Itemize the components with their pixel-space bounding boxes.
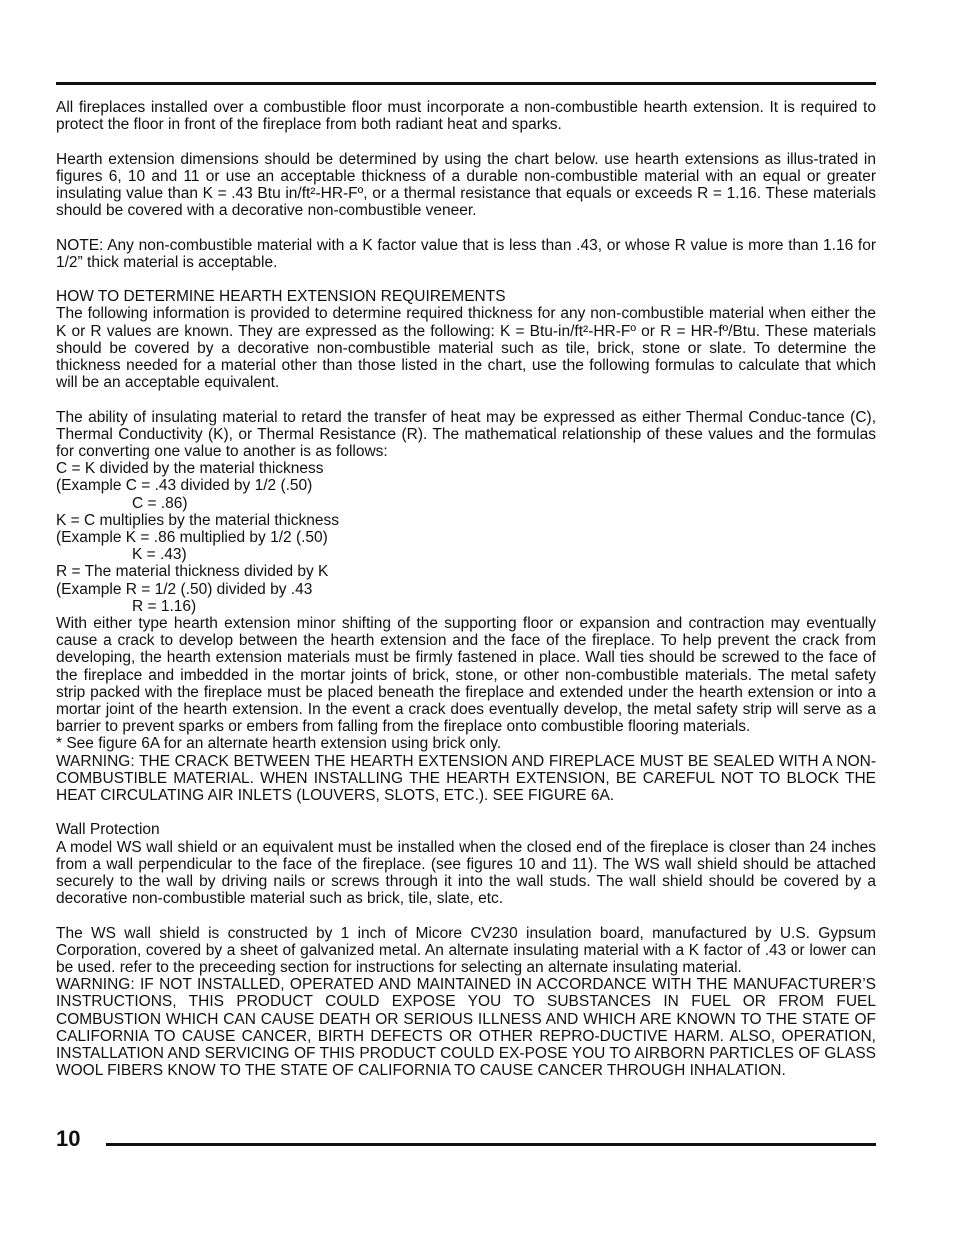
figure-note: * See figure 6A for an alternate hearth extension using brick only. — [56, 735, 502, 753]
warning-california: WARNING: IF NOT INSTALLED, OPERATED AND MAINTAINED IN ACCORDANCE WITH THE MANUFACTURER’S INSTRUCTIONS, THIS PRODUCT COULD EXPOSE YOU TO SUBSTANCES IN FUEL OR FROM FUEL COMBUSTION WHICH CAN CAUSE DEATH OR SERIOUS ILLNESS AND WHICH ARE KNOWN TO THE STATE OF CALIFORNIA TO CAUSE CANCER, BIRTH DEFECTS OR OTHER REPRO-DUCTIVE HARM. ALSO, OPERATION, INSTALLATION AND SERVICING OF THIS PRODUCT COULD EX-POSE YOU TO AIRBORN PARTICLES OF GLASS WOOL FIBERS KNOW TO THE STATE OF CALIFORNIA TO CAUSE CANCER THROUGH INHALATION. — [56, 976, 876, 1080]
formula-r: R = The material thickness divided by K — [56, 563, 329, 581]
warning-crack: WARNING: THE CRACK BETWEEN THE HEARTH EXTENSION AND FIREPLACE MUST BE SEALED WITH A NON-COMBUSTIBLE MATERIAL. WHEN INSTALLING THE HEARTH EXTENSION, BE CAREFUL NOT TO BLOCK THE HEAT CIRCULATING AIR INLETS (LOUVERS, SLOTS, ETC.). SEE FIGURE 6A. — [56, 752, 876, 805]
wall-shield-construction-paragraph: The WS wall shield is constructed by 1 inch of Micore CV230 insulation board, manufactured by U.S. Gypsum Corporation, covered by a sheet of galvanized metal. An alternate insulating material with a K factor of .43 or lower can be used. refer to the preceeding section for instructions for selecting an alternate insulating material. — [56, 924, 876, 977]
crack-prevention-paragraph: With either type hearth extension minor shifting of the supporting floor or expansion and contraction may eventually cause a crack to develop between the hearth extension and the face of the fireplace. To help prevent the crack from developing, the hearth extension materials must be firmly fastened in place. Wall ties should be screwed to the face of the fireplace and imbedded in the mortar joints of brick, stone, or other non-combustible materials. The metal safety strip packed with the fireplace must be placed beneath the fireplace and extended under the hearth extension or into a mortar joint of the hearth extension. In the event a crack does eventually develop, the metal safety strip will serve as a barrier to prevent sparks or embers from falling from the fireplace onto combustible flooring materials. — [56, 615, 876, 736]
intro-paragraph: All fireplaces installed over a combustible floor must incorporate a non-combustible hearth extension. It is required to protect the floor in front of the fireplace from both radiant heat and sparks. — [56, 99, 876, 134]
hearth-dimensions-paragraph: Hearth extension dimensions should be determined by using the chart below. use hearth extensions as illus-trated in figures 6, 10 and 11 or use an acceptable thickness of a durable non-combustible material with an equal or greater insulating value than K = .43 Btu in/ft²-HR-Fº, or a thermal resistance that equals or exceeds R = 1.16. These materials should be covered with a decorative non-combustible veneer. — [56, 150, 876, 220]
formula-k-result: K = .43) — [132, 546, 187, 564]
page-number: 10 — [56, 1126, 81, 1151]
top-rule — [56, 82, 876, 85]
heading-hearth-requirements: HOW TO DETERMINE HEARTH EXTENSION REQUIREMENTS — [56, 288, 506, 306]
requirements-paragraph: The following information is provided to determine required thickness for any non-combustible material when either the K or R values are known. They are expressed as the following: K = Btu-in/ft²-HR-Fº or R = HR-fº/Btu. These materials should be covered by a decorative non-combustible material such as tile, brick, stone or slate. To determine the thickness needed for a material other than those listed in the chart, use the following formulas to calculate that which will be an acceptable equivalent. — [56, 305, 876, 392]
formula-k: K = C multiplies by the material thickness — [56, 511, 339, 529]
formula-k-example: (Example K = .86 multiplied by 1/2 (.50) — [56, 529, 328, 547]
formula-c: C = K divided by the material thickness — [56, 460, 324, 478]
formula-r-result: R = 1.16) — [132, 597, 197, 615]
heading-wall-protection: Wall Protection — [56, 821, 160, 839]
formula-r-example: (Example R = 1/2 (.50) divided by .43 — [56, 580, 313, 598]
page-footer — [56, 1126, 876, 1156]
wall-shield-paragraph: A model WS wall shield or an equivalent must be installed when the closed end of the fireplace is closer than 24 inches from a wall perpendicular to the face of the fireplace. (see figures 10 and 11). The WS wall shield should be attached securely to the wall by driving nails or screws through it into the wall studs. The wall shield should be covered by a decorative non-combustible material such as brick, tile, slate, etc. — [56, 838, 876, 908]
formula-c-result: C = .86) — [132, 494, 188, 512]
formula-c-example: (Example C = .43 divided by 1/2 (.50) — [56, 477, 313, 495]
insulation-paragraph: The ability of insulating material to retard the transfer of heat may be expressed as either Thermal Conduc-tance (C), Thermal Conductivity (K), or Thermal Resistance (R). The mathematical relationship of these values and the formulas for converting one value to another is as follows: — [56, 408, 876, 460]
page-body — [56, 99, 876, 1079]
bottom-rule — [106, 1143, 876, 1146]
note-paragraph: NOTE: Any non-combustible material with a K factor value that is less than .43, or whose R value is more than 1.16 for 1/2” thick material is acceptable. — [56, 236, 876, 271]
